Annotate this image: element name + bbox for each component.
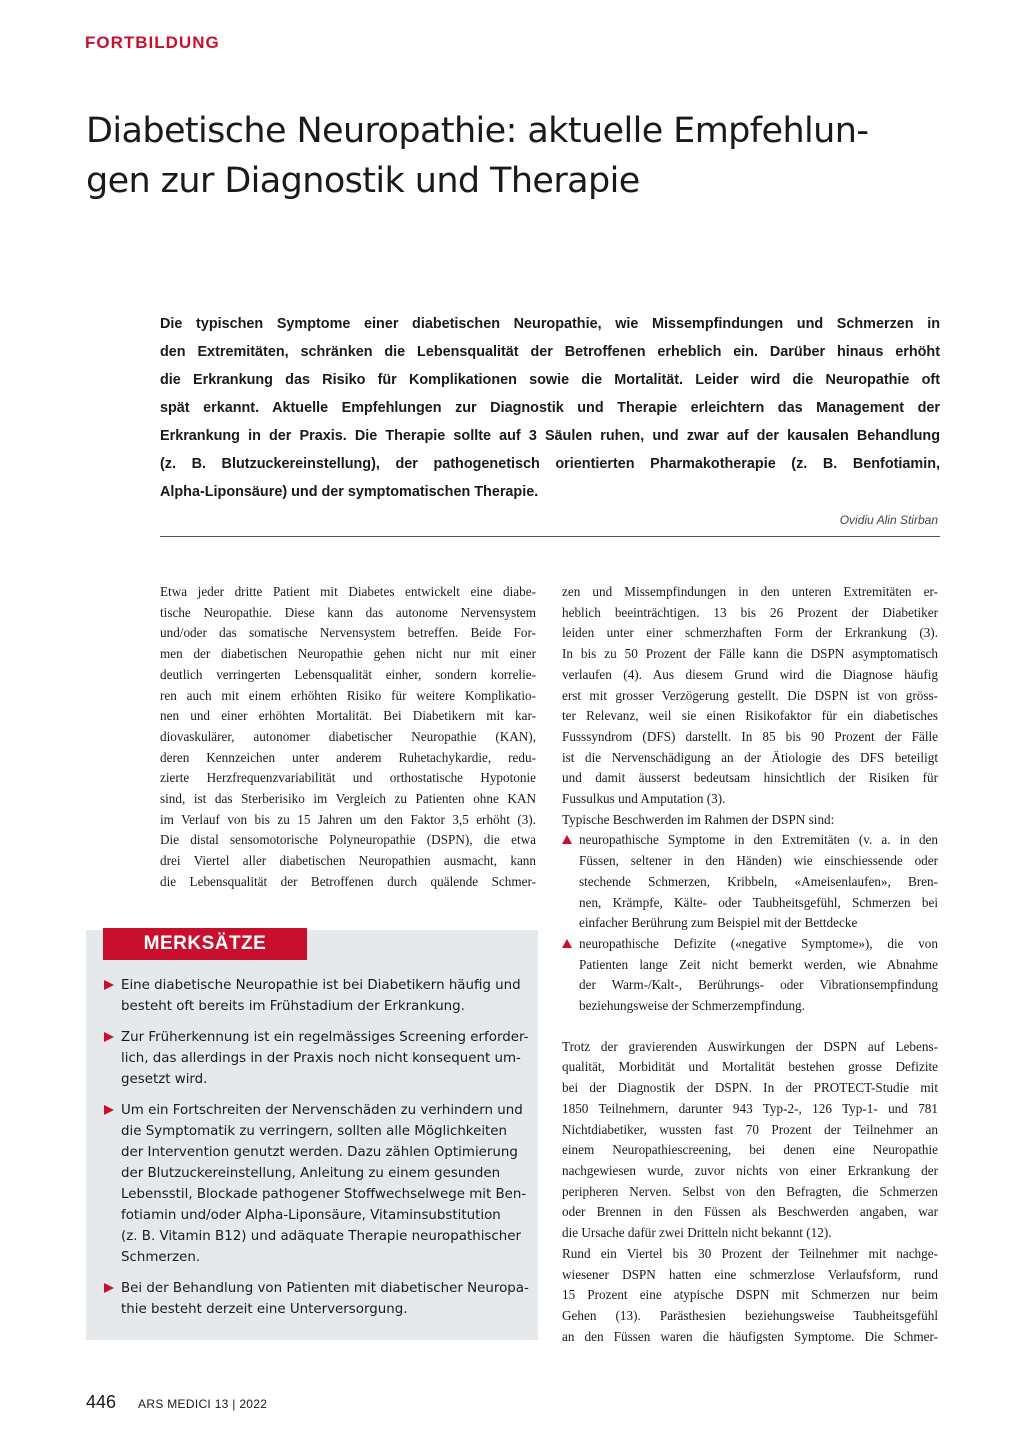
body-line: die Ursache dafür zwei Dritteln nicht bekannt (12). [562, 1225, 832, 1241]
body-column-left [160, 582, 536, 893]
lead-line: Die typischen Symptome einer diabetischen Neuropathie, wie Missempfindungen und Schmerzen in [160, 316, 940, 332]
body-line: In bis zu 50 Prozent der Fälle kann die DSPN asymptomatisch [562, 646, 938, 662]
divider [160, 536, 940, 537]
lead-line: Erkrankung in der Praxis. Die Therapie sollte auf 3 Säulen ruhen, und zwar auf der kausalen Behandlung [160, 428, 940, 444]
body-line: ist die Nervenschädigung an der Ätiologie des DFS beteiligt [562, 749, 938, 765]
merksatz-item [104, 1278, 529, 1320]
body-line: der Warm-/Kalt-, Berührungs- oder Vibrationsempfindung [579, 977, 938, 993]
lead-line: die Erkrankung das Risiko für Komplikationen sowie die Mortalität. Leider wird die Neuropathie oft [160, 372, 940, 388]
merksatz-line: Zur Früherkennung ist ein regelmässiges Screening erforder- [121, 1030, 529, 1045]
body-line: 15 Prozent eine atypische DSPN mit Schmerzen nur beim [562, 1287, 938, 1303]
symptom-bullet [562, 830, 938, 934]
body-line: Rund ein Viertel bis 30 Prozent der Teilnehmer mit nachge- [562, 1245, 938, 1261]
merksatz-line: (z. B. Vitamin B12) und adäquate Therapie neuropathischer [121, 1229, 521, 1244]
body-line: deutlich verringerten Lebensqualität einher, sondern korrelie- [160, 666, 536, 682]
body-line: heblich beeinträchtigen. 13 bis 26 Prozent der Diabetiker [562, 604, 938, 620]
body-line: erst mit grosser Verzögerung gestellt. Die DSPN ist von gröss- [562, 687, 938, 703]
merksatz-item [104, 1100, 527, 1268]
body-column-right [562, 582, 938, 1347]
merksatz-line: Um ein Fortschreiten der Nervenschäden zu verhindern und [121, 1103, 523, 1118]
lead-line: Alpha-Liponsäure) und der symptomatischen Therapie. [160, 484, 539, 500]
merksatz-line: thie besteht derzeit eine Unterversorgung. [121, 1302, 408, 1317]
body-line: die Lebensqualität der Betroffenen durch quälende Schmer- [160, 873, 536, 889]
body-line: qualität, Morbidität und Mortalität bestehen grosse Defizite [562, 1059, 938, 1075]
body-line: Gehen (13). Parästhesien beziehungsweise Taubheitsgefühl [562, 1307, 938, 1323]
body-line: zierte Herzfrequenzvariabilität und orthostatische Hypotonie [160, 770, 536, 786]
body-line: tische Neuropathie. Diese kann das autonome Nervensystem [160, 604, 536, 620]
arrow-bullet-icon [104, 980, 114, 990]
body-line: leiden unter einer schmerzhaften Form der Erkrankung (3). [562, 625, 938, 641]
merksatz-item [104, 1027, 529, 1090]
body-line: einem Neuropathiescreening, bei denen eine Neuropathie [562, 1142, 938, 1158]
body-line: peripheren Nerven. Selbst von den Befragten, die Schmerzen [562, 1183, 938, 1199]
page-footer [86, 1392, 267, 1413]
journal-issue: ARS MEDICI 13 | 2022 [138, 1397, 268, 1411]
merksatz-line: der Intervention genutzt werden. Dazu zählen Optimierung [121, 1145, 518, 1160]
merksatz-item [104, 975, 524, 1017]
merksatz-line: fotiamin und/oder Alpha-Liponsäure, Vitaminsubstitution [121, 1208, 501, 1223]
body-line: Nichtdiabetiker, wussten fast 70 Prozent der Teilnehmer an [562, 1121, 938, 1137]
arrow-bullet-icon [104, 1105, 114, 1115]
body-line: Füssen, seltener in den Händen) wie einschiessende oder [579, 853, 938, 869]
body-line: Etwa jeder dritte Patient mit Diabetes entwickelt eine diabe- [160, 584, 536, 599]
body-line: diovaskulärer, autonomer diabetischer Neuropathie (KAN), [160, 728, 536, 744]
body-line: zen und Missempfindungen in den unteren Extremitäten er- [562, 584, 938, 599]
lead-line: (z. B. Blutzuckereinstellung), der pathogenetisch orientierten Pharmakotherapie (z. B. Benfotiamin, [160, 456, 940, 472]
merksatz-line: besteht oft bereits im Frühstadium der Erkrankung. [121, 999, 465, 1014]
body-line: Die distal sensomotorische Polyneuropathie (DSPN), die etwa [160, 832, 536, 848]
merksatz-line: Eine diabetische Neuropathie ist bei Diabetikern häufig und [121, 978, 521, 993]
body-line: und damit äusserst bedeutsam hinsichtlich der Risiken für [562, 770, 938, 786]
body-line: neuropathische Defizite («negative Symptome»), die von [579, 935, 938, 951]
body-line: wiesener DSPN hatten eine schmerzlose Verlaufsform, rund [562, 1266, 938, 1282]
triangle-bullet-icon [562, 835, 572, 844]
body-line: nen und einer erhöhten Mortalität. Bei Diabetikern mit kar- [160, 708, 536, 724]
page-number: 446 [86, 1392, 117, 1412]
body-line: nachgewiesen wurde, zuvor nichts von einer Erkrankung der [562, 1162, 938, 1178]
body-line: ren auch mit einem erhöhten Risiko für weitere Komplikatio- [160, 687, 536, 703]
merksatz-line: Bei der Behandlung von Patienten mit diabetischer Neuropa- [121, 1281, 529, 1296]
merksatz-line: Schmerzen. [121, 1250, 201, 1265]
merksatz-line: der Blutzuckereinstellung, Anleitung zu einem gesunden [121, 1166, 501, 1181]
article-lead [160, 310, 940, 506]
body-line: 1850 Teilnehmern, darunter 943 Typ-2-, 126 Typ-1- und 781 [562, 1100, 938, 1116]
article-title [86, 106, 966, 206]
arrow-bullet-icon [104, 1283, 114, 1293]
merksatz-line: Lebensstil, Blockade pathogener Stoffwechselwege mit Ben- [121, 1187, 527, 1202]
paragraph-gap [562, 1017, 938, 1037]
body-line: und/oder das somatische Nervensystem betreffen. Beide For- [160, 625, 536, 641]
body-line: drei Viertel aller diabetischen Neuropathien ausmacht, kann [160, 853, 536, 869]
title-line: Diabetische Neuropathie: aktuelle Empfehlun- [86, 111, 869, 151]
body-line: stechende Schmerzen, Kribbeln, «Ameisenlaufen», Bren- [579, 873, 938, 889]
section-label: FORTBILDUNG [85, 33, 220, 52]
triangle-bullet-icon [562, 939, 572, 948]
body-line: Fussulkus und Amputation (3). [562, 791, 726, 807]
body-line: oder Brennen in den Füssen als Beschwerden angaben, war [562, 1204, 938, 1220]
body-line: men der diabetischen Neuropathie gehen nicht nur mit einer [160, 646, 536, 662]
body-line: Trotz der gravierenden Auswirkungen der DSPN auf Lebens- [562, 1038, 938, 1054]
merksatz-line: gesetzt wird. [121, 1072, 208, 1087]
body-line: neuropathische Symptome in den Extremitäten (v. a. in den [579, 832, 938, 848]
lead-line: spät erkannt. Aktuelle Empfehlungen zur Diagnostik und Therapie erleichtern das Management der [160, 400, 940, 416]
title-line: gen zur Diagnostik und Therapie [86, 161, 640, 201]
body-line: Patienten lange Zeit nicht bemerkt werden, wie Abnahme [579, 956, 938, 972]
body-line: im Verlauf von bis zu 15 Jahren um den Faktor 3,5 erhöht (3). [160, 811, 536, 827]
body-line: verlaufen (4). Aus diesem Grund wird die Diagnose häufig [562, 666, 938, 682]
merksatz-line: die Symptomatik zu verringern, sollten alle Möglichkeiten [121, 1124, 508, 1139]
body-line: bei der Diagnostik der DSPN. In der PROTECT-Studie mit [562, 1080, 938, 1096]
body-line: Fusssyndrom (DFS) darstellt. In 85 bis 90 Prozent der Fälle [562, 728, 938, 744]
lead-line: den Extremitäten, schränken die Lebensqualität der Betroffenen erheblich ein. Darüber hinaus erhöht [160, 344, 940, 360]
body-line: nen, Krämpfe, Kälte- oder Taubheitsgefühl, Schmerzen bei [579, 894, 938, 910]
body-line: deren Kennzeichen unter anderem Ruhetachykardie, redu- [160, 749, 536, 765]
body-line: einfacher Berührung zum Beispiel mit der Bettdecke [579, 915, 858, 931]
body-line: beziehungsweise der Schmerzempfindung. [579, 998, 805, 1014]
merksatz-line: lich, das allerdings in der Praxis noch nicht konsequent um- [121, 1051, 521, 1066]
body-line: an den Füssen waren die häufigsten Symptome. Die Schmer- [562, 1328, 938, 1344]
body-line: sind, ist das Sterberisiko im Vergleich zu Patienten ohne KAN [160, 791, 536, 807]
merksaetze-heading: MERKSÄTZE [103, 928, 307, 960]
body-line: ter Relevanz, weil sie einen Risikofaktor für ein diabetisches [562, 708, 938, 724]
arrow-bullet-icon [104, 1032, 114, 1042]
body-line: Typische Beschwerden im Rahmen der DSPN sind: [562, 811, 835, 827]
merksaetze-list [104, 975, 529, 1330]
symptom-bullet [562, 934, 938, 1017]
author-name: Ovidiu Alin Stirban [839, 513, 938, 527]
